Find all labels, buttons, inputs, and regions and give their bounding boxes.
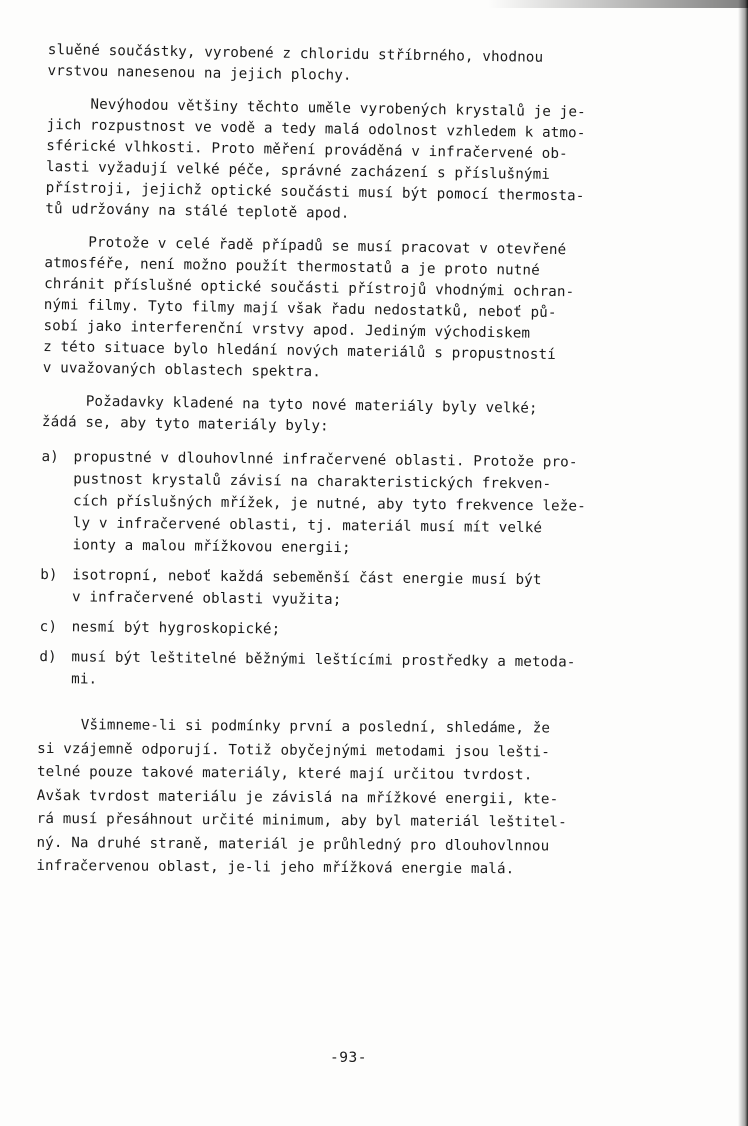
text-line: isotropní, neboť každá sebeměnší část energie musí být <box>72 567 542 589</box>
scan-top-shadow <box>488 0 748 8</box>
text-line: propustné v dlouhovlnné infračervené oblasti. Protože pro- <box>73 449 578 471</box>
text-line: ionty a malou mřížkovou energii; <box>72 537 351 557</box>
text-line: sférické vlhkosti. Proto měření prováděná v infračervené ob- <box>46 137 568 163</box>
text-line: tů udržovány na stálé teplotě apod. <box>45 200 350 222</box>
text-line: přístroji, jejichž optické součásti musí být pomocí thermosta- <box>45 179 585 205</box>
text-line: Protože v celé řadě případů se musí pracovat v otevřené <box>44 233 567 259</box>
list-marker: d) <box>39 648 57 666</box>
requirements-list <box>39 447 672 698</box>
text-line: lasti vyžadují velké péče, správné zacházení s příslušnými <box>45 158 551 183</box>
paragraph <box>42 391 673 443</box>
body-text <box>35 40 678 889</box>
text-line: jich rozpustnost ve vodě a tedy malá odolnost vzhledem k atmo- <box>46 116 586 142</box>
list-item-body <box>71 647 669 697</box>
list-item <box>40 447 671 564</box>
paragraph <box>43 232 675 389</box>
text-line: Všimneme-li si podmínky první a poslední, shledáme, že <box>37 716 551 737</box>
text-line: vrstvou nanesenou na jejich plochy. <box>47 62 352 84</box>
text-line: mi. <box>71 671 98 688</box>
text-line: cích příslušných mřížek, je nutné, aby tyto frekvence leže- <box>72 493 586 515</box>
text-line: nými filmy. Tyto filmy mají však řadu nedostatků, neboť pů- <box>43 296 557 322</box>
text-line: sluěné součástky, vyrobené z chloridu stříbrného, vhodnou <box>47 41 544 66</box>
list-item <box>40 565 670 616</box>
text-line: žádá se, aby tyto materiály byly: <box>41 413 329 435</box>
text-line: musí být leštitelné běžnými leštícími prostředky a metoda- <box>71 649 576 671</box>
scan-edge-shadow <box>738 0 748 1126</box>
text-line: z této situace bylo hledání nových materiálů s propustností <box>43 338 557 364</box>
list-item-body <box>72 617 670 645</box>
text-line: infračervenou oblast, je-li jeho mřížková energie malá. <box>36 857 515 878</box>
list-marker: b) <box>40 566 58 584</box>
text-line: ný. Na druhé straně, materiál je průhledný pro dlouhovlnnou <box>36 834 550 854</box>
text-line: v uvažovaných oblastech spektra. <box>42 359 322 381</box>
page-number: -93- <box>330 1050 367 1066</box>
text-line: Požadavky kladené na tyto nové materiály byly velké; <box>42 392 538 417</box>
text-line: sobí jako interferenční vrstvy apod. Jediným východiskem <box>43 317 531 342</box>
text-line: chránit příslušné optické součásti přístrojů vhodnými ochran- <box>44 275 575 301</box>
text-line: telné pouze takové materiály, které mají určitou tvrdost. <box>36 763 533 784</box>
list-item-body <box>72 447 671 563</box>
list-item <box>40 617 670 646</box>
text-line: atmosféře, není možno použít thermostatů a je proto nutné <box>44 254 540 279</box>
text-line: si vzájemně odporují. Totiž obyčejnými metodami jsou lešti- <box>37 740 551 760</box>
list-item-body <box>72 565 670 615</box>
list-marker: c) <box>39 618 58 636</box>
text-line: v infračervené oblasti využita; <box>71 589 342 609</box>
list-marker: a) <box>41 448 59 466</box>
text-line: nesmí být hygroskopické; <box>71 619 281 638</box>
text-line: ly v infračervené oblasti, tj. materiál musí mít velké <box>72 515 543 537</box>
text-line: pustnost krystalů závisí na charakteristických frekven- <box>73 471 552 493</box>
text-line: Avšak tvrdost materiálu je závislá na mřížkové energii, kte- <box>36 787 559 808</box>
list-item <box>39 647 669 698</box>
paragraph <box>47 40 678 92</box>
paragraph <box>45 94 677 230</box>
closing-paragraph <box>36 715 667 884</box>
text-line: rá musí přesáhnout určité minimum, aby byl materiál leštitel- <box>36 810 567 831</box>
text-line: Nevýhodou většiny těchto uměle vyrobených krystalů je je- <box>46 95 586 121</box>
